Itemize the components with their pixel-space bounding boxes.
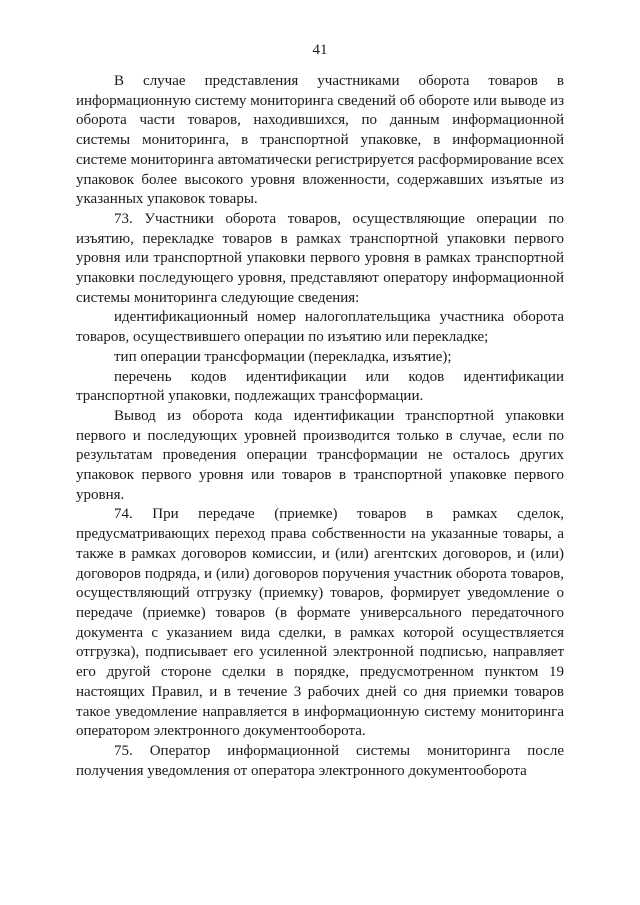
paragraph-73: 73. Участники оборота товаров, осуществляющие операции по изъятию, перекладке товаров в рамках транспортной упаковки первого уровня или транспортной упаковки первого уровня в рамках транспортной упаковки последующего уровня, представляют оператору информационной системы мониторинга следующие сведения: [76, 210, 564, 306]
document-body [76, 72, 564, 781]
page-number: 41 [312, 42, 328, 58]
paragraph-case-repackaging: В случае представления участниками оборота товаров в информационную систему мониторинга сведений об обороте или выводе из оборота части товаров, находившихся, по данным информационной системы мониторинга, в транспортной упаковке, в информационной системе мониторинга автоматически регистрируется расформирование всех упаковок более высокого уровня вложенности, содержавших изъятые из указанных упаковок товары. [76, 73, 564, 208]
paragraph-73-code-list: перечень кодов идентификации или кодов идентификации транспортной упаковки, подлежащих трансформации. [76, 368, 564, 405]
paragraph-withdrawal: Вывод из оборота кода идентификации транспортной упаковки первого и последующих уровней производится только в случае, если по результатам проведения операции трансформации не осталось других упаковок первого уровня или товаров в транспортной упаковке первого уровня. [76, 407, 564, 503]
paragraph-75: 75. Оператор информационной системы мониторинга после получения уведомления от оператора электронного документооборота [76, 742, 564, 779]
paragraph-73-inn: идентификационный номер налогоплательщика участника оборота товаров, осуществившего операции по изъятию или перекладке; [76, 309, 564, 346]
paragraph-74: 74. При передаче (приемке) товаров в рамках сделок, предусматривающих переход права собственности на указанные товары, а также в рамках договоров комиссии, и (или) агентских договоров, и (или) договоров подряда, и (или) договоров поручения участник оборота товаров, осуществляющий отгрузку (приемку) товаров, формирует уведомление о передаче (приемке) товаров (в формате универсального передаточного документа с указанием вида сделки, в рамках которой осуществляется отгрузка), подписывает его усиленной электронной подписью, направляет его другой стороне сделки в порядке, предусмотренном пунктом 19 настоящих Правил, и в течение 3 рабочих дней со дня приемки товаров такое уведомление направляется в информационную систему мониторинга оператором электронного документооборота. [76, 506, 564, 740]
paragraph-73-operation-type: тип операции трансформации (перекладка, изъятие); [114, 348, 452, 365]
